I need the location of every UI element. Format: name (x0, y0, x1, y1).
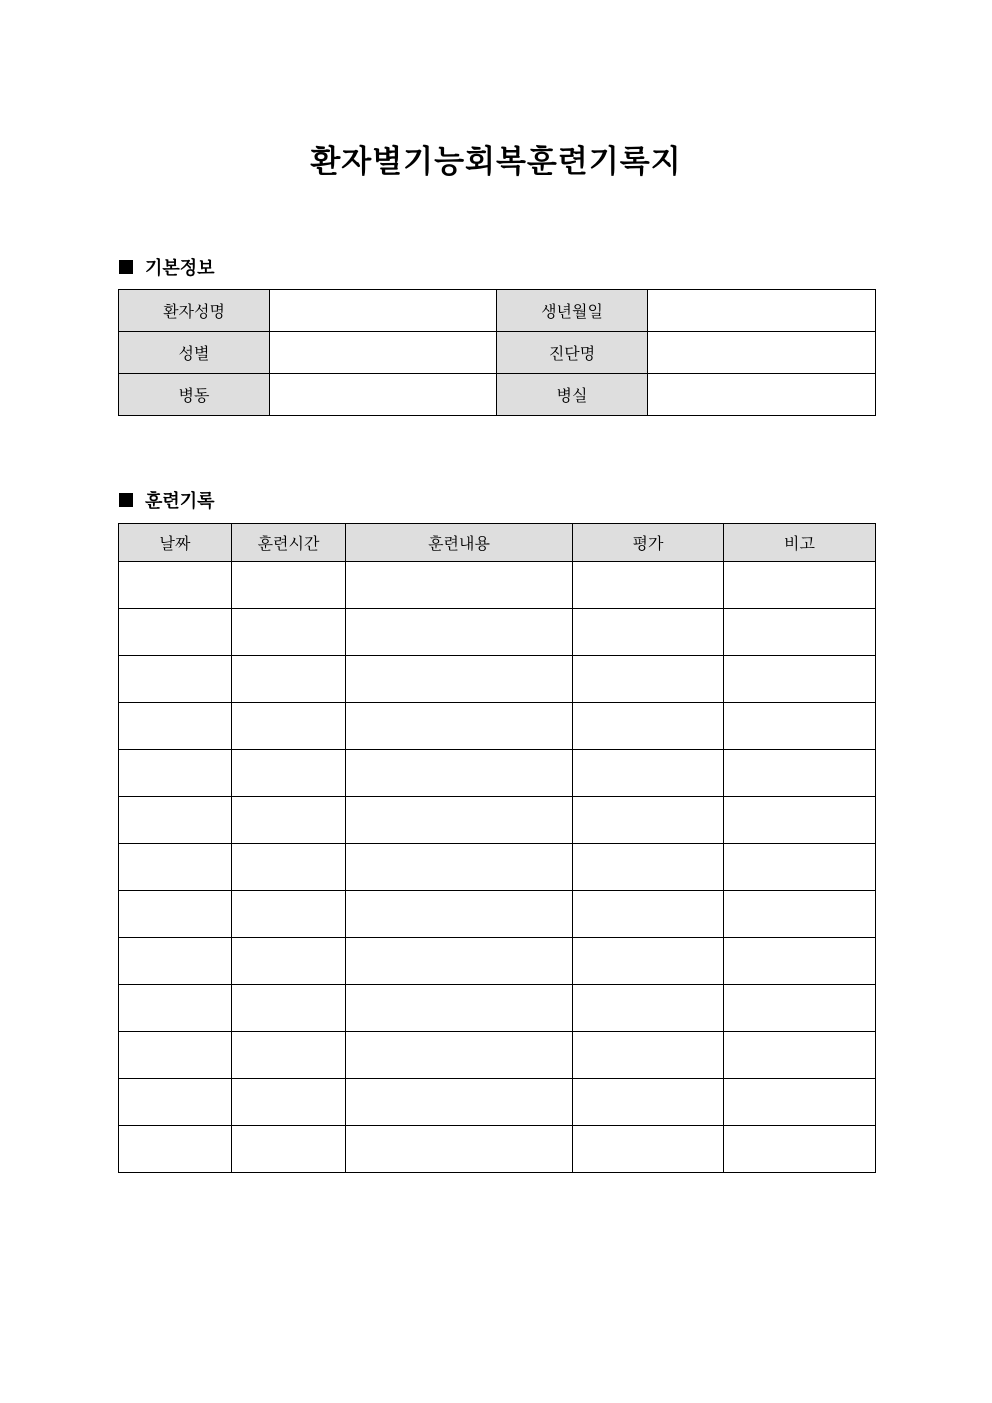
info-label: 환자성명 (119, 290, 270, 332)
section-heading-label: 기본정보 (145, 258, 215, 279)
table-cell[interactable] (232, 703, 346, 750)
table-cell[interactable] (346, 891, 573, 938)
section-heading-basic-info (119, 254, 215, 280)
column-header: 평가 (573, 524, 724, 562)
info-value-field[interactable] (270, 374, 497, 416)
table-cell[interactable] (724, 797, 876, 844)
table-cell[interactable] (573, 891, 724, 938)
table-cell[interactable] (573, 985, 724, 1032)
column-header: 날짜 (119, 524, 232, 562)
table-cell[interactable] (119, 1032, 232, 1079)
table-cell[interactable] (724, 938, 876, 985)
table-cell[interactable] (119, 656, 232, 703)
info-label: 병실 (497, 374, 648, 416)
column-header: 훈련시간 (232, 524, 346, 562)
section-heading-training-record (119, 487, 215, 513)
table-cell[interactable] (346, 938, 573, 985)
table-cell[interactable] (573, 1079, 724, 1126)
table-row (119, 938, 876, 985)
table-cell[interactable] (346, 562, 573, 609)
table-cell[interactable] (573, 609, 724, 656)
table-cell[interactable] (573, 1126, 724, 1173)
square-bullet-icon (119, 260, 133, 274)
info-row (119, 290, 876, 332)
info-label: 진단명 (497, 332, 648, 374)
table-cell[interactable] (346, 656, 573, 703)
table-row (119, 562, 876, 609)
basic-info-table (118, 289, 876, 416)
table-cell[interactable] (119, 938, 232, 985)
table-cell[interactable] (346, 750, 573, 797)
table-cell[interactable] (724, 844, 876, 891)
table-cell[interactable] (573, 656, 724, 703)
table-cell[interactable] (119, 797, 232, 844)
table-row (119, 609, 876, 656)
table-cell[interactable] (119, 750, 232, 797)
table-cell[interactable] (232, 609, 346, 656)
table-cell[interactable] (346, 1032, 573, 1079)
table-cell[interactable] (724, 985, 876, 1032)
table-row (119, 1079, 876, 1126)
info-value-field[interactable] (270, 290, 497, 332)
table-cell[interactable] (119, 985, 232, 1032)
table-row (119, 891, 876, 938)
training-record-table (118, 523, 876, 1173)
table-cell[interactable] (232, 1079, 346, 1126)
info-row (119, 332, 876, 374)
table-cell[interactable] (724, 703, 876, 750)
table-cell[interactable] (232, 656, 346, 703)
table-row (119, 703, 876, 750)
table-cell[interactable] (346, 1126, 573, 1173)
table-cell[interactable] (119, 891, 232, 938)
table-row (119, 656, 876, 703)
table-cell[interactable] (346, 797, 573, 844)
table-cell[interactable] (119, 844, 232, 891)
table-cell[interactable] (346, 703, 573, 750)
table-cell[interactable] (232, 938, 346, 985)
table-cell[interactable] (724, 1079, 876, 1126)
section-heading-label: 훈련기록 (145, 491, 215, 512)
table-cell[interactable] (724, 1032, 876, 1079)
info-label: 생년월일 (497, 290, 648, 332)
info-value-field[interactable] (648, 290, 876, 332)
info-row (119, 374, 876, 416)
table-cell[interactable] (232, 844, 346, 891)
column-header: 비고 (724, 524, 876, 562)
table-cell[interactable] (573, 750, 724, 797)
info-label: 성별 (119, 332, 270, 374)
table-cell[interactable] (724, 562, 876, 609)
table-row (119, 797, 876, 844)
table-cell[interactable] (232, 797, 346, 844)
info-label: 병동 (119, 374, 270, 416)
table-cell[interactable] (573, 938, 724, 985)
table-cell[interactable] (232, 1032, 346, 1079)
table-cell[interactable] (232, 891, 346, 938)
table-cell[interactable] (119, 1126, 232, 1173)
table-row (119, 985, 876, 1032)
table-cell[interactable] (573, 562, 724, 609)
table-cell[interactable] (573, 1032, 724, 1079)
table-cell[interactable] (232, 985, 346, 1032)
table-cell[interactable] (119, 703, 232, 750)
table-cell[interactable] (119, 562, 232, 609)
table-cell[interactable] (232, 750, 346, 797)
document-title: 환자별기능회복훈련기록지 (310, 144, 682, 180)
table-cell[interactable] (232, 1126, 346, 1173)
table-row (119, 1126, 876, 1173)
table-cell[interactable] (573, 703, 724, 750)
table-cell[interactable] (724, 609, 876, 656)
column-header: 훈련내용 (346, 524, 573, 562)
table-cell[interactable] (346, 609, 573, 656)
info-value-field[interactable] (648, 374, 876, 416)
square-bullet-icon (119, 493, 133, 507)
table-cell[interactable] (724, 1126, 876, 1173)
table-cell[interactable] (724, 891, 876, 938)
table-cell[interactable] (346, 844, 573, 891)
table-cell[interactable] (724, 750, 876, 797)
info-value-field[interactable] (270, 332, 497, 374)
table-cell[interactable] (119, 609, 232, 656)
table-cell[interactable] (724, 656, 876, 703)
table-header-row (119, 524, 876, 562)
table-row (119, 844, 876, 891)
table-cell[interactable] (573, 844, 724, 891)
table-cell[interactable] (232, 562, 346, 609)
table-cell[interactable] (346, 1079, 573, 1126)
info-value-field[interactable] (648, 332, 876, 374)
table-cell[interactable] (346, 985, 573, 1032)
table-row (119, 1032, 876, 1079)
table-cell[interactable] (573, 797, 724, 844)
table-row (119, 750, 876, 797)
table-cell[interactable] (119, 1079, 232, 1126)
